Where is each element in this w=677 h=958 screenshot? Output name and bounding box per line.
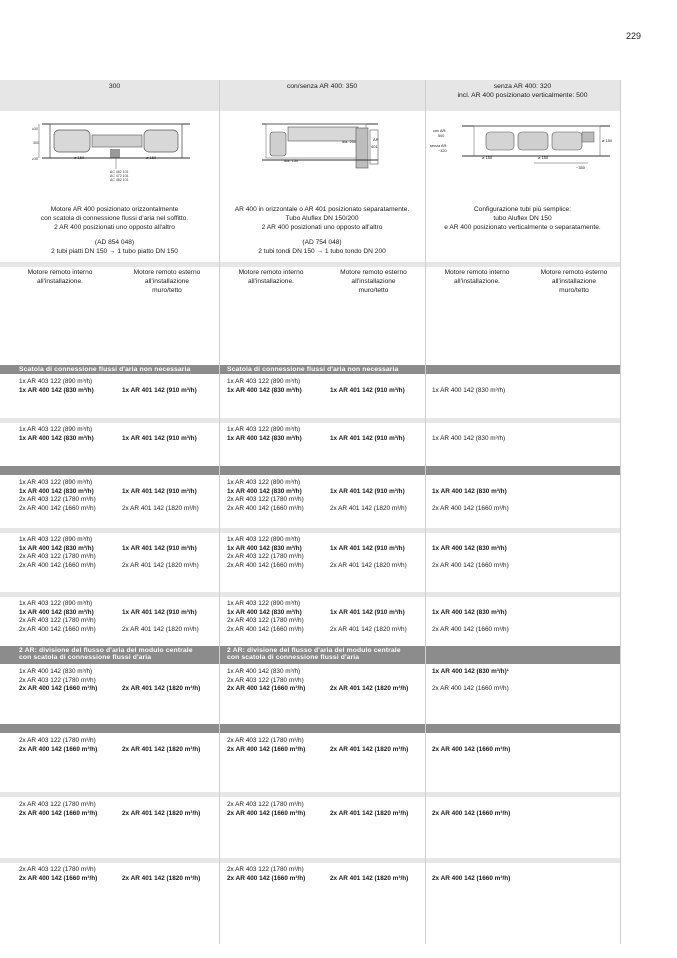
product-line: 2x AR 400 142 (1660 m³/h) <box>227 626 304 634</box>
product-line: 2x AR 400 142 (1660 m³/h) <box>227 874 306 882</box>
subheader-external-3: Motore remoto esterno all'installazione muro/tetto <box>540 269 608 294</box>
table-cell <box>432 600 509 635</box>
subheader-external-1: Motore remoto esterno all'installazione muro/tetto <box>133 269 201 294</box>
product-line: 2x AR 403 122 (1780 m³/h) <box>227 676 304 684</box>
table-cell <box>227 426 302 443</box>
table-cell <box>432 801 510 818</box>
product-line: 2x AR 401 142 (1820 m³/h) <box>330 685 409 693</box>
product-line <box>122 617 199 626</box>
table-cell <box>122 426 197 443</box>
product-line: 1x AR 401 142 (910 m³/h) <box>122 434 197 442</box>
table-cell <box>432 737 510 754</box>
table-cell <box>122 600 199 635</box>
row-divider <box>0 858 620 863</box>
installation-diagram-2 <box>258 118 388 170</box>
column-description-1: Motore AR 400 posizionato orizzontalmente con scatola di connessione flussi d'aria nel soffitto. 2 AR 400 posizionati uno opposto all'altro (AD 854 048) 2 tubi piatti DN 150 → 1 tubo piatto DN 150 <box>40 206 189 256</box>
product-line <box>432 801 510 810</box>
product-line: 1x AR 400 142 (830 m³/h)¹ <box>432 668 509 675</box>
svg-text:AC 472 101: AC 472 101 <box>110 174 129 178</box>
product-line: 2x AR 400 142 (1660 m³/h) <box>432 626 509 634</box>
svg-text:ø 150: ø 150 <box>482 155 493 160</box>
product-line <box>432 536 509 545</box>
section-heading-2a: 2 AR: divisione del flusso d'aria del modulo centrale con scatola di connessione flussi d'aria <box>19 647 193 662</box>
table-cell <box>19 668 97 694</box>
product-line: 1x AR 400 142 (830 m³/h) <box>19 487 94 495</box>
row-divider <box>0 528 620 533</box>
product-line: 1x AR 400 142 (830 m³/h) <box>227 434 302 442</box>
product-line: 2x AR 401 142 (1820 m³/h) <box>330 745 409 753</box>
product-line: 2x AR 401 142 (1820 m³/h) <box>122 562 199 570</box>
table-cell <box>330 866 408 883</box>
table-cell <box>19 801 97 818</box>
column-description-2: AR 400 in orizzontale o AR 401 posizionato separatamente. Tubo Aluflex DN 150/200 2 AR 400 posizionati uno opposto all'altro (AD 754 048) 2 tubi tondi DN 150 → 1 tubo tondo DN 200 <box>234 206 410 256</box>
product-line <box>122 668 200 677</box>
table-cell <box>122 536 199 571</box>
table-cell <box>432 668 509 694</box>
product-line: 2x AR 403 122 (1780 m³/h) <box>19 676 96 684</box>
product-line <box>330 479 407 488</box>
product-line <box>122 496 199 505</box>
product-line: 2x AR 401 142 (1820 m³/h) <box>330 562 407 570</box>
column-divider <box>620 80 621 944</box>
product-line: 2x AR 400 142 (1660 m³/h) <box>432 685 509 693</box>
product-line: 2x AR 400 142 (1660 m³/h) <box>432 874 511 882</box>
table-cell <box>19 426 94 443</box>
product-line: 2x AR 400 142 (1660 m³/h) <box>227 809 306 817</box>
product-line: 2x AR 403 122 (1780 m³/h) <box>19 496 96 504</box>
table-cell <box>432 536 509 571</box>
product-line <box>122 737 200 746</box>
product-line: 1x AR 401 142 (910 m³/h) <box>330 608 405 616</box>
svg-text:ø 150: ø 150 <box>146 155 157 160</box>
product-line <box>330 801 408 810</box>
product-line: 2x AR 401 142 (1820 m³/h) <box>122 505 199 513</box>
table-cell <box>19 536 96 571</box>
table-cell <box>330 737 408 754</box>
product-line <box>432 677 509 686</box>
table-cell <box>19 600 96 635</box>
row-divider <box>0 592 620 597</box>
table-cell <box>330 378 405 395</box>
product-line <box>122 677 200 686</box>
product-line: 2x AR 401 142 (1820 m³/h) <box>330 626 407 634</box>
svg-text:~350: ~350 <box>576 165 586 170</box>
svg-text:ø 150: ø 150 <box>602 138 613 143</box>
product-line: 1x AR 400 142 (830 m³/h) <box>432 487 507 495</box>
product-line <box>432 496 509 505</box>
product-line: 2x AR 403 122 (1780 m³/h) <box>227 801 304 808</box>
product-line: 2x AR 401 142 (1820 m³/h) <box>330 809 409 817</box>
product-line: 2x AR 403 122 (1780 m³/h) <box>19 866 96 873</box>
table-cell <box>330 479 407 514</box>
subheader-internal-1: Motore remoto interno all'installazione. <box>27 269 93 285</box>
product-line: 2x AR 403 122 (1780 m³/h) <box>19 617 96 625</box>
product-line: 2x AR 400 142 (1660 m³/h) <box>19 626 96 634</box>
product-line <box>122 866 200 875</box>
svg-text:401: 401 <box>371 144 378 149</box>
product-line <box>432 617 509 626</box>
table-cell <box>122 479 199 514</box>
svg-text:AC 462 101: AC 462 101 <box>110 170 129 174</box>
product-line: 1x AR 401 142 (910 m³/h) <box>122 544 197 552</box>
table-cell <box>432 479 509 514</box>
product-line <box>330 737 408 746</box>
product-line: 2x AR 400 142 (1660 m³/h) <box>19 874 98 882</box>
subheader-internal-2: Motore remoto interno all'installazione. <box>238 269 304 285</box>
product-line: 2x AR 400 142 (1660 m³/h) <box>432 505 509 513</box>
table-cell <box>227 801 305 818</box>
product-line <box>330 536 407 545</box>
product-line <box>122 553 199 562</box>
table-cell <box>122 737 200 754</box>
product-line: 2x AR 400 142 (1660 m³/h) <box>227 745 306 753</box>
product-line: 2x AR 401 142 (1820 m³/h) <box>122 745 201 753</box>
product-line: 1x AR 401 142 (910 m³/h) <box>330 487 405 495</box>
product-line: 2x AR 403 122 (1780 m³/h) <box>227 617 304 625</box>
product-line: 2x AR 403 122 (1780 m³/h) <box>227 553 304 561</box>
product-line: 1x AR 400 142 (830 m³/h) <box>432 434 506 442</box>
product-line <box>432 737 510 746</box>
product-line <box>432 553 509 562</box>
product-line <box>432 866 510 875</box>
product-line: 1x AR 400 142 (830 m³/h) <box>19 668 93 675</box>
product-line: 1x AR 400 142 (830 m³/h) <box>227 544 302 552</box>
product-line: 2x AR 401 142 (1820 m³/h) <box>330 874 409 882</box>
table-cell <box>227 600 304 635</box>
product-line <box>330 378 405 387</box>
product-line <box>122 600 199 609</box>
svg-text:≥30: ≥30 <box>32 157 38 161</box>
product-line: 1x AR 403 122 (890 m³/h) <box>227 378 301 385</box>
table-cell <box>227 536 304 571</box>
product-line: 1x AR 401 142 (910 m³/h) <box>330 544 405 552</box>
table-cell <box>330 600 407 635</box>
table-cell <box>19 378 94 395</box>
product-line: 1x AR 403 122 (890 m³/h) <box>227 426 301 433</box>
svg-text:con AR:: con AR: <box>433 129 447 133</box>
product-line: 2x AR 400 142 (1660 m³/h) <box>19 505 96 513</box>
product-line: 2x AR 401 142 (1820 m³/h) <box>122 626 199 634</box>
section-heading-1b: Scatola di connessione flussi d'aria non necessaria <box>227 366 399 373</box>
svg-text:dia. 150: dia. 150 <box>284 158 299 163</box>
product-line: 1x AR 403 122 (890 m³/h) <box>227 536 301 543</box>
product-line: 1x AR 401 142 (910 m³/h) <box>330 386 405 394</box>
subheader-external-2: Motore remoto esterno all'installazione muro/tetto <box>340 269 407 294</box>
svg-text:~320: ~320 <box>438 149 447 153</box>
product-line: 1x AR 400 142 (830 m³/h) <box>19 386 94 394</box>
product-line: 1x AR 401 142 (910 m³/h) <box>122 487 197 495</box>
product-line: 1x AR 403 122 (890 m³/h) <box>19 479 93 486</box>
table-cell <box>432 378 505 395</box>
product-line <box>330 866 408 875</box>
product-line <box>330 426 405 435</box>
table-cell <box>122 866 200 883</box>
product-line: 1x AR 400 142 (830 m³/h) <box>227 487 302 495</box>
table-cell <box>19 479 96 514</box>
product-line: 2x AR 400 142 (1660 m³/h) <box>19 745 98 753</box>
table-cell <box>227 866 305 883</box>
section-heading-1a: Scatola di connessione flussi d'aria non necessaria <box>19 366 191 373</box>
product-line: 1x AR 401 142 (910 m³/h) <box>122 386 197 394</box>
product-line: 2x AR 400 142 (1660 m³/h) <box>432 562 509 570</box>
product-line <box>330 617 407 626</box>
svg-text:AC 482 101: AC 482 101 <box>110 178 129 182</box>
table-cell <box>227 378 302 395</box>
table-cell <box>19 866 97 883</box>
product-line: 2x AR 400 142 (1660 m³/h) <box>19 809 98 817</box>
installation-diagram-3 <box>430 118 620 174</box>
product-line <box>330 600 407 609</box>
table-cell <box>122 801 200 818</box>
product-line <box>122 536 199 545</box>
table-cell <box>227 479 304 514</box>
svg-text:500: 500 <box>438 134 445 138</box>
row-divider <box>0 418 620 423</box>
product-line <box>122 801 200 810</box>
installation-diagram-1 <box>30 119 195 185</box>
svg-text:AR: AR <box>373 137 379 142</box>
svg-text:dia. 200: dia. 200 <box>342 139 357 144</box>
product-line <box>330 668 408 677</box>
product-line: 2x AR 400 142 (1660 m³/h) <box>227 505 304 513</box>
table-cell <box>227 737 305 754</box>
product-line: 2x AR 401 142 (1820 m³/h) <box>330 505 407 513</box>
product-line: 1x AR 403 122 (890 m³/h) <box>19 536 93 543</box>
table-cell <box>122 668 200 694</box>
page-number: 229 <box>625 31 641 41</box>
section-band-empty-2 <box>0 724 620 733</box>
column-header-3: senza AR 400: 320 incl. AR 400 posizionato verticalmente: 500 <box>457 83 588 99</box>
product-line: 2x AR 403 122 (1780 m³/h) <box>227 866 304 873</box>
product-line: 1x AR 403 122 (890 m³/h) <box>227 600 301 607</box>
product-line: 1x AR 401 142 (910 m³/h) <box>330 434 405 442</box>
product-line: 1x AR 400 142 (830 m³/h) <box>432 608 507 616</box>
column-header-2: con/senza AR 400: 350 <box>286 83 358 90</box>
product-line: 2x AR 400 142 (1660 m³/h) <box>432 745 511 753</box>
product-line: 1x AR 400 142 (830 m³/h) <box>432 544 507 552</box>
product-line: 1x AR 403 122 (890 m³/h) <box>19 600 93 607</box>
product-line: 2x AR 400 142 (1660 m³/h) <box>227 685 306 693</box>
product-line <box>330 553 407 562</box>
column-description-3: Configurazione tubi più semplice: tubo Aluflex DN 150 e AR 400 posizionato verticalmente o separatamente. <box>444 206 601 232</box>
product-line: 2x AR 401 142 (1820 m³/h) <box>122 685 201 693</box>
table-cell <box>19 737 97 754</box>
svg-text:senza AR:: senza AR: <box>430 144 448 148</box>
product-line <box>432 426 505 435</box>
product-line: 1x AR 403 122 (890 m³/h) <box>19 426 93 433</box>
product-line <box>432 378 505 387</box>
row-divider <box>0 792 620 797</box>
table-cell <box>432 426 505 443</box>
product-line: 2x AR 401 142 (1820 m³/h) <box>122 874 201 882</box>
product-line: 2x AR 403 122 (1780 m³/h) <box>19 737 96 744</box>
table-cell <box>122 378 197 395</box>
column-header-1: 300 <box>108 83 121 90</box>
product-line: 2x AR 400 142 (1660 m³/h) <box>19 685 98 693</box>
svg-text:≥30: ≥30 <box>32 127 38 131</box>
product-line <box>432 600 509 609</box>
product-line <box>330 677 408 686</box>
product-line: 1x AR 400 142 (830 m³/h) <box>227 386 302 394</box>
product-line: 1x AR 403 122 (890 m³/h) <box>227 479 301 486</box>
product-line <box>330 496 407 505</box>
product-line <box>122 479 199 488</box>
table-cell <box>330 536 407 571</box>
product-line: 1x AR 403 122 (890 m³/h) <box>19 378 93 385</box>
product-line: 1x AR 400 142 (830 m³/h) <box>19 608 94 616</box>
product-line: 2x AR 403 122 (1780 m³/h) <box>19 553 96 561</box>
product-line: 1x AR 400 142 (830 m³/h) <box>227 608 302 616</box>
product-line: 1x AR 400 142 (830 m³/h) <box>19 434 94 442</box>
product-line: 2x AR 403 122 (1780 m³/h) <box>227 496 304 504</box>
svg-text:ø 150: ø 150 <box>74 155 85 160</box>
svg-text:ø 150: ø 150 <box>538 155 549 160</box>
section-band-empty-1 <box>0 466 620 475</box>
product-line: 1x AR 400 142 (830 m³/h) <box>432 386 506 394</box>
table-cell <box>432 866 510 883</box>
table-cell <box>227 668 305 694</box>
product-line: 2x AR 400 142 (1660 m³/h) <box>19 562 96 570</box>
product-line <box>432 479 509 488</box>
product-line: 2x AR 400 142 (1660 m³/h) <box>227 562 304 570</box>
subheader-internal-3: Motore remoto interno all'installazione. <box>444 269 510 285</box>
product-line: 1x AR 400 142 (830 m³/h) <box>19 544 94 552</box>
product-line <box>122 378 197 387</box>
product-line: 2x AR 400 142 (1660 m³/h) <box>432 809 511 817</box>
product-line: 2x AR 401 142 (1820 m³/h) <box>122 809 201 817</box>
product-line: 2x AR 403 122 (1780 m³/h) <box>19 801 96 808</box>
product-line: 1x AR 400 142 (830 m³/h) <box>227 668 301 675</box>
product-line <box>122 426 197 435</box>
section-heading-2b: 2 AR: divisione del flusso d'aria del modulo centrale con scatola di connessione flussi d'aria <box>227 647 401 662</box>
table-cell <box>330 801 408 818</box>
product-line: 1x AR 401 142 (910 m³/h) <box>122 608 197 616</box>
svg-text:300: 300 <box>33 141 39 145</box>
subheader-band <box>0 262 620 267</box>
table-cell <box>330 668 408 694</box>
table-cell <box>330 426 405 443</box>
product-line: 2x AR 403 122 (1780 m³/h) <box>227 737 304 744</box>
